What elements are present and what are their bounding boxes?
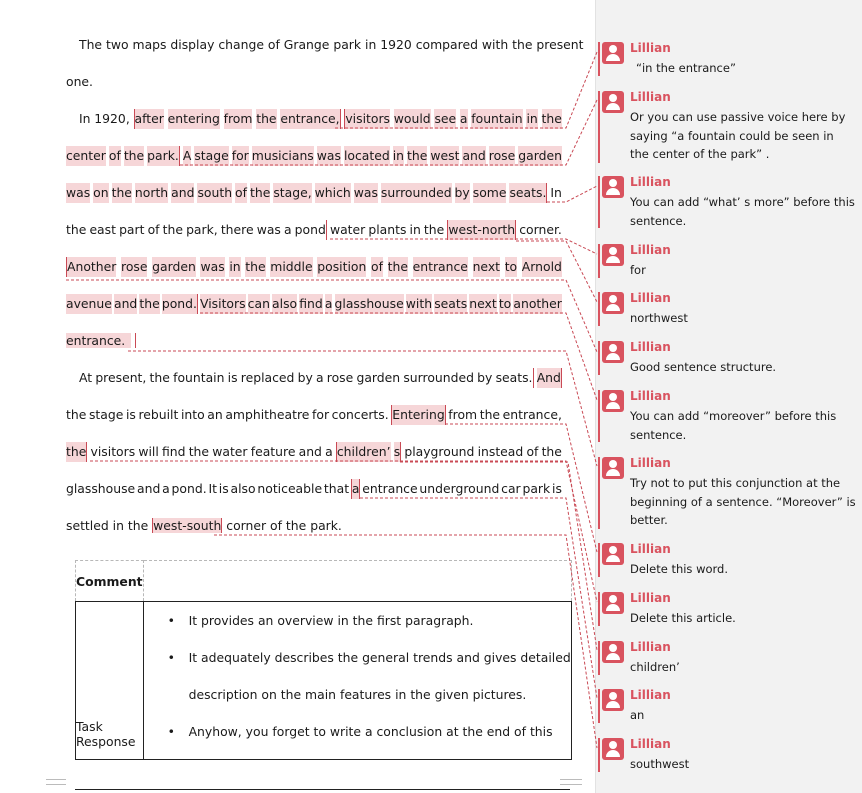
user-avatar-icon bbox=[602, 176, 624, 198]
comment-author: Lillian bbox=[630, 340, 671, 354]
user-avatar-icon bbox=[602, 42, 624, 64]
paragraph-2-line-6: avenue and the pond. Visitors can also find a glasshouse with seats next to another bbox=[66, 294, 562, 314]
comment-author: Lillian bbox=[630, 737, 671, 751]
task-response-label: Task Response bbox=[76, 602, 144, 760]
comment-author: Lillian bbox=[630, 640, 671, 654]
comment-text: “in the entrance” bbox=[636, 61, 736, 75]
comment-text: Delete this article. bbox=[630, 611, 736, 625]
user-avatar-icon bbox=[602, 738, 624, 760]
user-avatar-icon bbox=[602, 390, 624, 412]
task-response-feedback bbox=[143, 602, 571, 760]
paragraph-3-line-5: settled in the west-south corner of the park. bbox=[66, 518, 342, 533]
paragraph-2-line-7: entrance. bbox=[66, 331, 562, 351]
comment-text: Delete this word. bbox=[630, 562, 729, 576]
bullet-item: • It adequately describes the general trends and gives detailed bbox=[144, 639, 571, 676]
comment-text: for bbox=[630, 263, 646, 277]
user-avatar-icon bbox=[602, 592, 624, 614]
user-avatar-icon bbox=[602, 292, 624, 314]
bullet-item: • Anyhow, you forget to write a conclusion at the end of this bbox=[144, 713, 571, 750]
paragraph-2-line-1: In 1920, after entering from the entrance, visitors would see a fountain in the bbox=[66, 109, 562, 129]
comment-author: Lillian bbox=[630, 41, 671, 55]
bullet-item-continued: description on the main features in the given pictures. bbox=[188, 687, 527, 702]
comment-text: northwest bbox=[630, 311, 688, 325]
paragraph-2-line-4: the east part of the park, there was a pond water plants in the west-north corner. bbox=[66, 220, 562, 240]
user-avatar-icon bbox=[602, 543, 624, 565]
user-avatar-icon bbox=[602, 689, 624, 711]
paragraph-3-line-3: the visitors will find the water feature and a children’ s playground instead of the bbox=[66, 442, 562, 462]
paragraph-1-line-1: The two maps display change of Grange park in 1920 compared with the present bbox=[79, 37, 584, 52]
comment-author: Lillian bbox=[630, 291, 671, 305]
next-page-table-edge bbox=[75, 789, 570, 790]
user-avatar-icon bbox=[602, 341, 624, 363]
paragraph-1-line-2: one. bbox=[66, 74, 93, 89]
comment-text: Good sentence structure. bbox=[630, 360, 777, 374]
paragraph-2-line-5: Another rose garden was in the middle position of the entrance next to Arnold bbox=[66, 257, 562, 277]
user-avatar-icon bbox=[602, 457, 624, 479]
comment-author: Lillian bbox=[630, 175, 671, 189]
paragraph-3-line-1: At present, the fountain is replaced by a rose garden surrounded by seats. And bbox=[66, 368, 562, 388]
page-break-marker-right bbox=[560, 779, 582, 785]
paragraph-2-line-3: was on the north and south of the stage, which was surrounded by some seats. In bbox=[66, 183, 562, 203]
comment-author: Lillian bbox=[630, 591, 671, 605]
comment-table bbox=[75, 560, 572, 760]
comment-text: Or you can use passive voice here by saying “a fountain could be seen in the center of the park” . bbox=[630, 110, 846, 161]
comment-text: children’ bbox=[630, 660, 680, 674]
comment-author: Lillian bbox=[630, 389, 671, 403]
comment-author: Lillian bbox=[630, 688, 671, 702]
comment-header-empty-cell bbox=[143, 561, 571, 602]
user-avatar-icon bbox=[602, 91, 624, 113]
comment-author: Lillian bbox=[630, 243, 671, 257]
comment-text: an bbox=[630, 708, 645, 722]
comment-text: Try not to put this conjunction at the beginning of a sentence. “Moreover” is better. bbox=[630, 476, 856, 527]
paragraph-3-line-4: glasshouse and a pond. It is also noticeable that a entrance underground car park is bbox=[66, 479, 562, 499]
comment-author: Lillian bbox=[630, 542, 671, 556]
user-avatar-icon bbox=[602, 641, 624, 663]
comment-text: You can add “moreover” before this sentence. bbox=[630, 409, 837, 442]
comment-author: Lillian bbox=[630, 90, 671, 104]
bullet-item: • It provides an overview in the first paragraph. bbox=[144, 602, 571, 639]
user-avatar-icon bbox=[602, 244, 624, 266]
comment-header: Comment bbox=[76, 561, 144, 602]
comments-pane[interactable] bbox=[595, 0, 862, 793]
paragraph-2-line-2: center of the park. A stage for musicians was located in the west and rose garden bbox=[66, 146, 562, 166]
comment-text: southwest bbox=[630, 757, 690, 771]
page-break-marker-left bbox=[46, 779, 66, 785]
comment-text: You can add “what’ s more” before this sentence. bbox=[630, 195, 855, 228]
comment-author: Lillian bbox=[630, 456, 671, 470]
highlight-west-south: west-south bbox=[153, 518, 222, 533]
paragraph-3-line-2: the stage is rebuilt into an amphitheatre for concerts. Entering from the entrance, bbox=[66, 405, 562, 425]
